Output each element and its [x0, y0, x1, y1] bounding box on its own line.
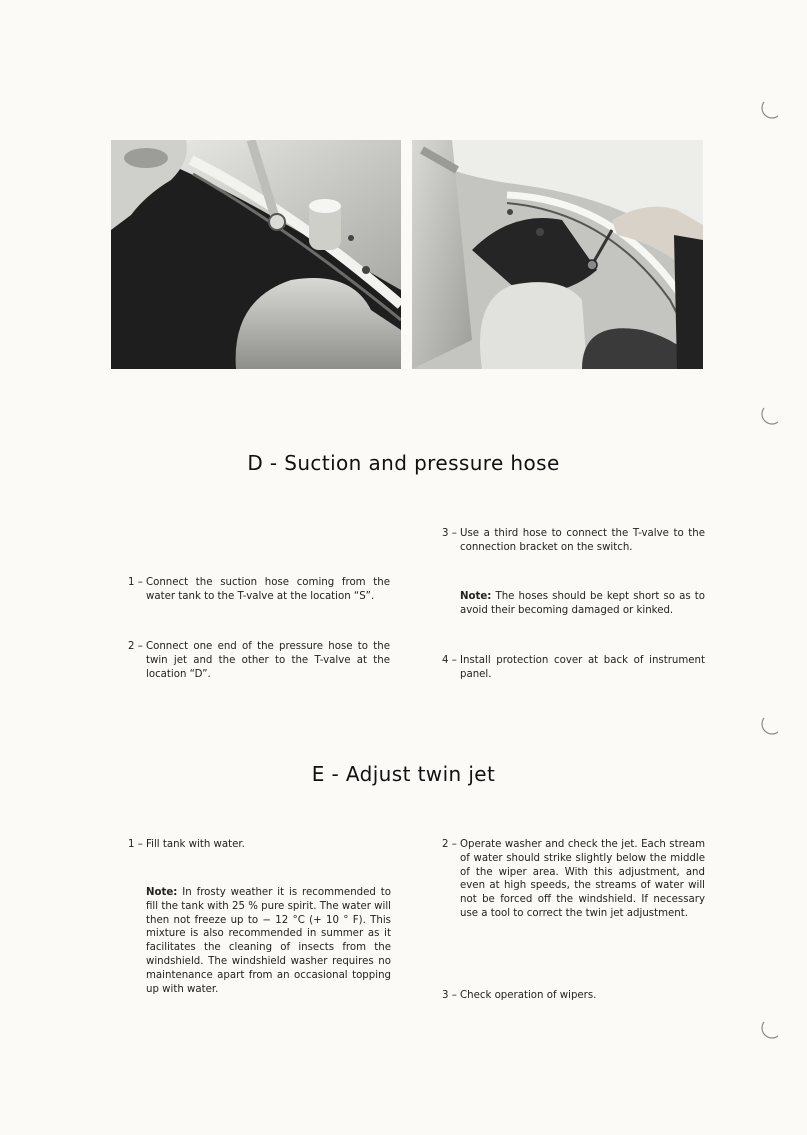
section-e-heading: E - Adjust twin jet: [311, 762, 496, 786]
note-text: In frosty weather it is recommended to fill the tank with 25 % pure spirit. The water will then not freeze up to − 12 °C (+ 10 ° F). This mixture is also recommended in summer as it facilitates the cleaning of insects from the windshield. The windshield washer requires no maintenance apart from an occasional topping up with water.: [146, 887, 391, 995]
note-label: Note:: [460, 591, 492, 602]
section-d-step-2: [128, 640, 390, 681]
note-label: Note:: [146, 887, 178, 898]
step-number: 1 –: [128, 839, 143, 850]
punch-hole-icon: [758, 402, 784, 428]
section-d-heading: D - Suction and pressure hose: [247, 451, 560, 475]
section-d-step-1: [128, 576, 390, 604]
step-text: Install protection cover at back of instrument panel.: [460, 655, 705, 680]
step-number: 3 –: [442, 528, 457, 539]
step-number: 4 –: [442, 655, 457, 666]
section-d-step-4: [442, 654, 705, 682]
section-d-note: [460, 590, 705, 618]
punch-hole-icon: [758, 96, 784, 122]
photo-hose-routing: [412, 140, 703, 369]
section-d-step-3: [442, 527, 705, 555]
photo-t-valve-installation: [111, 140, 401, 369]
section-e-step-1: [128, 838, 390, 852]
step-number: 1 –: [128, 577, 143, 588]
step-number: 2 –: [128, 641, 143, 652]
section-e-step-2: [442, 838, 705, 921]
section-e-step-3: [442, 989, 705, 1003]
note-text: The hoses should be kept short so as to avoid their becoming damaged or kinked.: [460, 591, 705, 616]
section-e-note: [146, 886, 391, 996]
punch-hole-icon: [758, 712, 784, 738]
step-number: 3 –: [442, 990, 457, 1001]
step-text: Connect the suction hose coming from the water tank to the T-valve at the location “S”.: [146, 577, 390, 602]
step-text: Fill tank with water.: [146, 839, 245, 850]
step-text: Use a third hose to connect the T-valve to the connection bracket on the switch.: [460, 528, 705, 553]
step-text: Operate washer and check the jet. Each stream of water should strike slightly below the middle of the wiper area. With this adjustment, and even at high speeds, the streams of water will not be forced off the windshield. If necessary use a tool to correct the twin jet adjustment.: [460, 839, 705, 919]
step-text: Check operation of wipers.: [460, 990, 597, 1001]
punch-hole-icon: [758, 1016, 784, 1042]
step-number: 2 –: [442, 839, 457, 850]
step-text: Connect one end of the pressure hose to the twin jet and the other to the T-valve at the location “D”.: [146, 641, 390, 680]
